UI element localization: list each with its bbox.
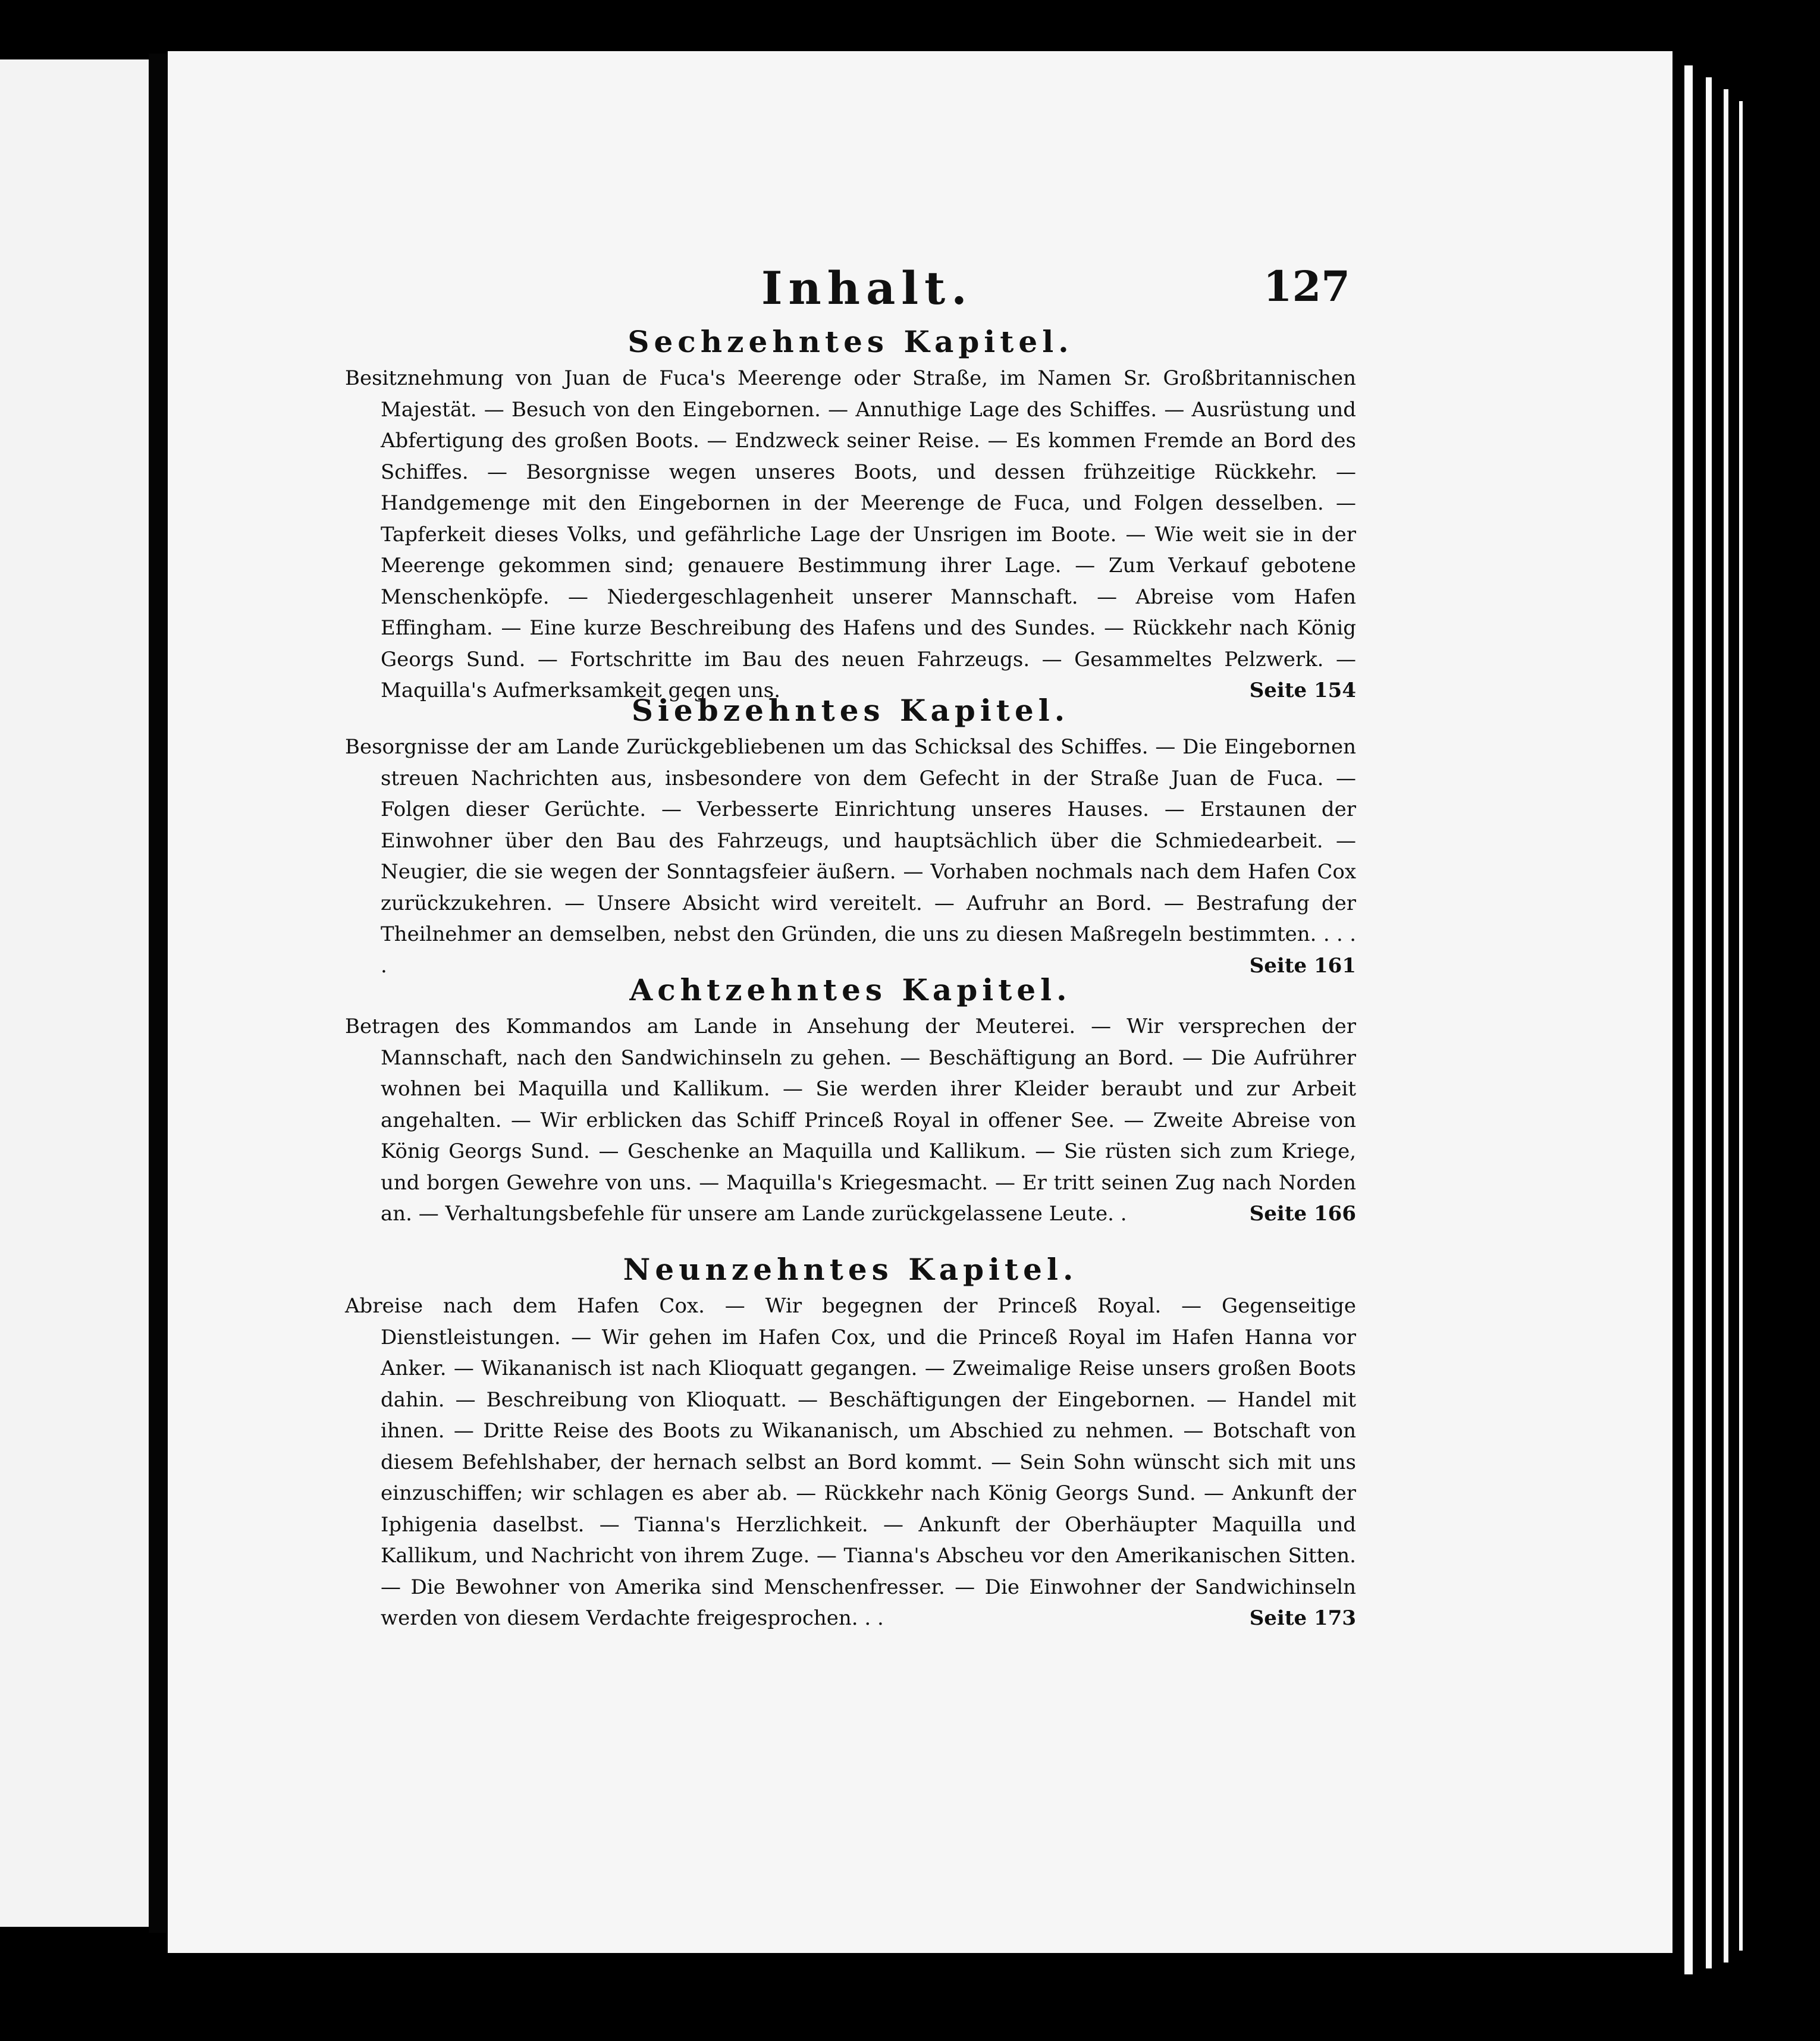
chapter-summary — [345, 1290, 1356, 1634]
chapter-summary — [345, 1011, 1356, 1230]
page-edge — [1739, 101, 1743, 1951]
page-edge — [1706, 77, 1712, 1968]
page-edge — [1724, 89, 1728, 1962]
page-reference: Seite 161 — [1249, 953, 1356, 978]
page-title: Inhalt. — [761, 262, 973, 315]
chapter-entry — [345, 690, 1356, 981]
chapter-heading: Neunzehntes Kapitel. — [623, 1252, 1078, 1287]
summary-text: Abreise nach dem Hafen Cox. — Wir begegnen der Princeß Royal. — Gegenseitige Dienstleistungen. — Wir gehen im Hafen Cox, und die Princeß Royal im Hafen Hanna vor Anker. — Wikananisch ist nach Klioquatt gegangen. — Zweimalige Reise unsers großen Boots dahin. — Beschreibung von Klioquatt. — Beschäftigungen der Eingebornen. — Handel mit ihnen. — Dritte Reise des Boots zu Wikananisch, um Abschied zu nehmen. — Botschaft von diesem Befehlshaber, der hernach selbst an Bord kommt. — Sein Sohn wünscht sich mit uns einzuschiffen; wir schlagen es aber ab. — Rückkehr nach König Georgs Sund. — Ankunft der Iphigenia daselbst. — Tianna's Herzlichkeit. — Ankunft der Oberhäupter Maquilla und Kallikum, und Nachricht von ihrem Zuge. — Tianna's Abscheu vor den Amerikanischen Sitten. — Die Bewohner von Amerika sind Menschenfresser. — Die Einwohner der Sandwichinseln werden von diesem Verdachte freigesprochen. . . — [345, 1294, 1356, 1630]
chapter-entry — [345, 969, 1356, 1230]
summary-text: Besorgnisse der am Lande Zurückgebliebenen um das Schicksal des Schiffes. — Die Eingebornen streuen Nachrichten aus, insbesondere von dem Gefecht in der Straße Juan de Fuca. — Folgen dieser Gerüchte. — Verbesserte Einrichtung unseres Hauses. — Erstaunen der Einwohner über den Bau des Fahrzeugs, und hauptsächlich über die Schmiedearbeit. — Neugier, die sie wegen der Sonntagsfeier äußern. — Vorhaben nochmals nach dem Hafen Cox zurückzukehren. — Unsere Absicht wird vereitelt. — Aufruhr an Bord. — Bestrafung der Theilnehmer an demselben, nebst den Gründen, die uns zu diesen Maßregeln bestimmten. . . . . — [345, 735, 1356, 978]
chapter-summary — [345, 363, 1356, 706]
page-number: 127 — [1263, 262, 1350, 311]
page-edge — [1684, 65, 1693, 1974]
book-gutter — [149, 54, 167, 1933]
chapter-summary — [345, 731, 1356, 981]
chapter-heading: Sechzehntes Kapitel. — [627, 324, 1074, 359]
page-reference: Seite 166 — [1249, 1202, 1356, 1226]
chapter-entry — [345, 1249, 1356, 1634]
page-reference: Seite 154 — [1249, 679, 1356, 702]
summary-text: Betragen des Kommandos am Lande in Ansehung der Meuterei. — Wir versprechen der Mannschaft, nach den Sandwichinseln zu gehen. — Beschäftigung an Bord. — Die Aufrührer wohnen bei Maquilla und Kallikum. — Sie werden ihrer Kleider beraubt und zur Arbeit angehalten. — Wir erblicken das Schiff Princeß Royal in offener See. — Zweite Abreise von König Georgs Sund. — Geschenke an Maquilla und Kallikum. — Sie rüsten sich zum Kriege, und borgen Gewehre von uns. — Maquilla's Kriegesmacht. — Er tritt seinen Zug nach Norden an. — Verhaltungsbefehle für unsere am Lande zurückgelassene Leute. . — [345, 1015, 1356, 1226]
chapter-heading: Achtzehntes Kapitel. — [629, 972, 1072, 1007]
summary-text: Besitznehmung von Juan de Fuca's Meerenge oder Straße, im Namen Sr. Großbritannischen Majestät. — Besuch von den Eingebornen. — Annuthige Lage des Schiffes. — Ausrüstung und Abfertigung des großen Boots. — Endzweck seiner Reise. — Es kommen Fremde an Bord des Schiffes. — Besorgnisse wegen unseres Boots, und dessen frühzeitige Rückkehr. — Handgemenge mit den Eingebornen in der Meerenge de Fuca, und Folgen desselben. — Tapferkeit dieses Volks, und gefährliche Lage der Unsrigen im Boote. — Wie weit sie in der Meerenge gekommen sind; genauere Bestimmung ihrer Lage. — Zum Verkauf gebotene Menschenköpfe. — Niedergeschlagenheit unserer Mannschaft. — Abreise vom Hafen Effingham. — Eine kurze Beschreibung des Hafens und des Sundes. — Rückkehr nach König Georgs Sund. — Fortschritte im Bau des neuen Fahrzeugs. — Gesammeltes Pelzwerk. — Maquilla's Aufmerksamkeit gegen uns. — [345, 366, 1356, 702]
page-reference: Seite 173 — [1249, 1606, 1356, 1630]
chapter-entry — [345, 321, 1356, 706]
facing-page — [0, 59, 149, 1927]
chapter-heading: Siebzehntes Kapitel. — [631, 693, 1070, 728]
